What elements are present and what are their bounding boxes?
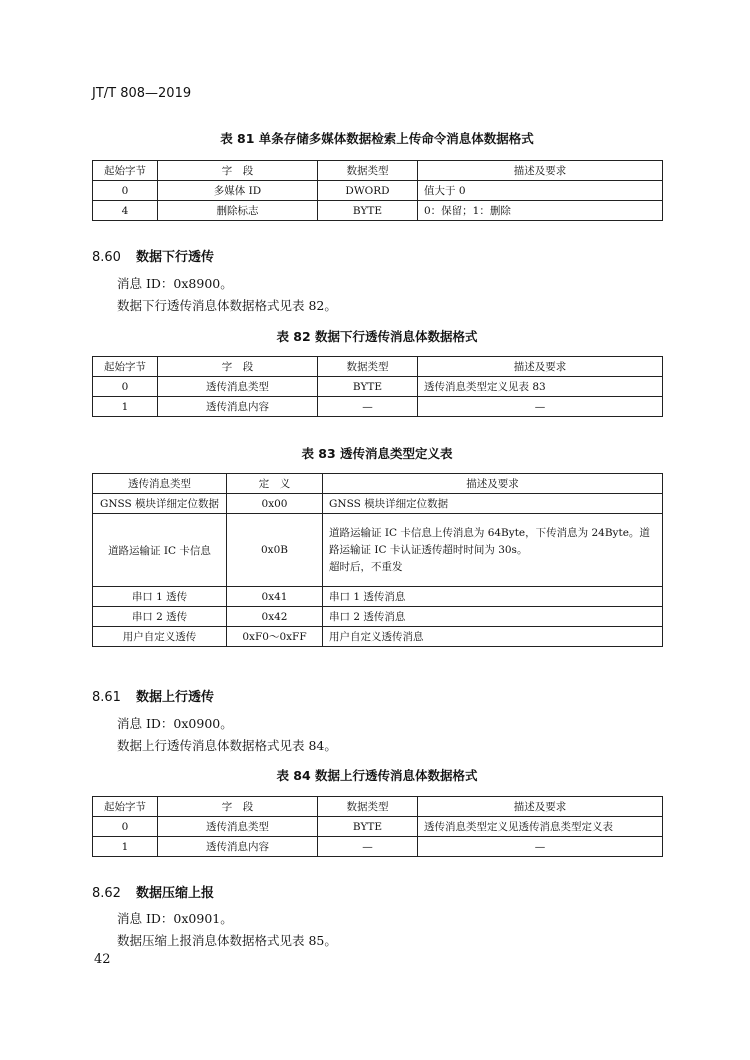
cell-message-type: GNSS 模块详细定位数据 [93,494,227,514]
table-row [93,627,663,647]
cell-data-type: BYTE [318,201,418,221]
col-header-data-type: 数据类型 [318,161,418,181]
standard-header: JT/T 808—2019 [92,86,192,101]
section-number: 8.60 [92,250,121,265]
cell-message-type: 用户自定义透传 [93,627,227,647]
section-title: 数据上行透传 [136,690,215,705]
cell-definition: 0x0B [227,514,323,587]
table-81 [92,160,663,221]
col-header-start-byte: 起始字节 [93,357,158,377]
cell-definition: 0xF0～0xFF [227,627,323,647]
table-row [93,181,663,201]
cell-description: 透传消息类型定义见表 83 [418,377,663,397]
cell-start-byte: 4 [93,201,158,221]
section-8-61-heading [92,686,214,705]
table-row [93,201,663,221]
col-header-description: 描述及要求 [323,474,663,494]
section-8-60-heading [92,246,214,265]
col-header-description: 描述及要求 [418,161,663,181]
table-header-row [93,797,663,817]
table-row [93,837,663,857]
col-header-definition: 定 义 [227,474,323,494]
cell-field: 多媒体 ID [158,181,318,201]
table-84-caption: 表 84 数据上行透传消息体数据格式 [276,768,478,783]
page-number: 42 [94,952,111,967]
col-header-field: 字 段 [158,797,318,817]
cell-description: GNSS 模块详细定位数据 [323,494,663,514]
format-reference-line: 数据下行透传消息体数据格式见表 82。 [117,298,337,313]
col-header-start-byte: 起始字节 [93,161,158,181]
cell-definition: 0x00 [227,494,323,514]
table-82-caption: 表 82 数据下行透传消息体数据格式 [276,329,478,344]
cell-start-byte: 1 [93,837,158,857]
message-id-line: 消息 ID：0x8900。 [117,276,233,291]
section-number: 8.61 [92,690,121,705]
cell-definition: 0x42 [227,607,323,627]
col-header-description: 描述及要求 [418,357,663,377]
cell-message-type: 道路运输证 IC 卡信息 [93,514,227,587]
col-header-data-type: 数据类型 [318,357,418,377]
cell-field: 透传消息内容 [158,397,318,417]
col-header-field: 字 段 [158,161,318,181]
table-row [93,587,663,607]
cell-message-type: 串口 2 透传 [93,607,227,627]
table-row [93,397,663,417]
col-header-description: 描述及要求 [418,797,663,817]
table-row [93,514,663,587]
cell-message-type: 串口 1 透传 [93,587,227,607]
section-title: 数据下行透传 [136,250,215,265]
table-header-row [93,357,663,377]
cell-data-type: — [318,397,418,417]
table-header-row [93,474,663,494]
cell-start-byte: 1 [93,397,158,417]
cell-description: 串口 2 透传消息 [323,607,663,627]
message-id-line: 消息 ID：0x0900。 [117,716,233,731]
col-header-data-type: 数据类型 [318,797,418,817]
table-83 [92,473,663,647]
section-number: 8.62 [92,886,121,901]
description-note: 超时后，不重发 [329,560,403,573]
cell-description: 值大于 0 [418,181,663,201]
format-reference-line: 数据上行透传消息体数据格式见表 84。 [117,738,337,753]
cell-description [323,514,663,587]
cell-field: 透传消息类型 [158,817,318,837]
col-header-field: 字 段 [158,357,318,377]
cell-field: 删除标志 [158,201,318,221]
cell-description: — [418,837,663,857]
cell-description: 透传消息类型定义见透传消息类型定义表 [418,817,663,837]
table-row [93,494,663,514]
section-8-62-heading [92,882,214,901]
table-row [93,607,663,627]
section-title: 数据压缩上报 [136,886,215,901]
cell-data-type: BYTE [318,377,418,397]
cell-data-type: — [318,837,418,857]
table-row [93,817,663,837]
table-header-row [93,161,663,181]
message-id-line: 消息 ID：0x0901。 [117,911,233,926]
col-header-start-byte: 起始字节 [93,797,158,817]
table-82 [92,356,663,417]
cell-description: 串口 1 透传消息 [323,587,663,607]
cell-data-type: DWORD [318,181,418,201]
cell-start-byte: 0 [93,377,158,397]
table-84 [92,796,663,857]
cell-description: 用户自定义透传消息 [323,627,663,647]
cell-definition: 0x41 [227,587,323,607]
table-row [93,377,663,397]
table-81-caption: 表 81 单条存储多媒体数据检索上传命令消息体数据格式 [220,131,534,146]
table-83-caption: 表 83 透传消息类型定义表 [301,446,453,461]
description-text: 道路运输证 IC 卡信息上传消息为 64Byte，下传消息为 24Byte。道路运输证 IC 卡认证透传超时时间为 30s。 [329,526,650,556]
cell-field: 透传消息类型 [158,377,318,397]
cell-data-type: BYTE [318,817,418,837]
cell-description: 0：保留；1：删除 [418,201,663,221]
format-reference-line: 数据压缩上报消息体数据格式见表 85。 [117,933,337,948]
cell-description: — [418,397,663,417]
cell-start-byte: 0 [93,817,158,837]
col-header-message-type: 透传消息类型 [93,474,227,494]
cell-field: 透传消息内容 [158,837,318,857]
cell-start-byte: 0 [93,181,158,201]
